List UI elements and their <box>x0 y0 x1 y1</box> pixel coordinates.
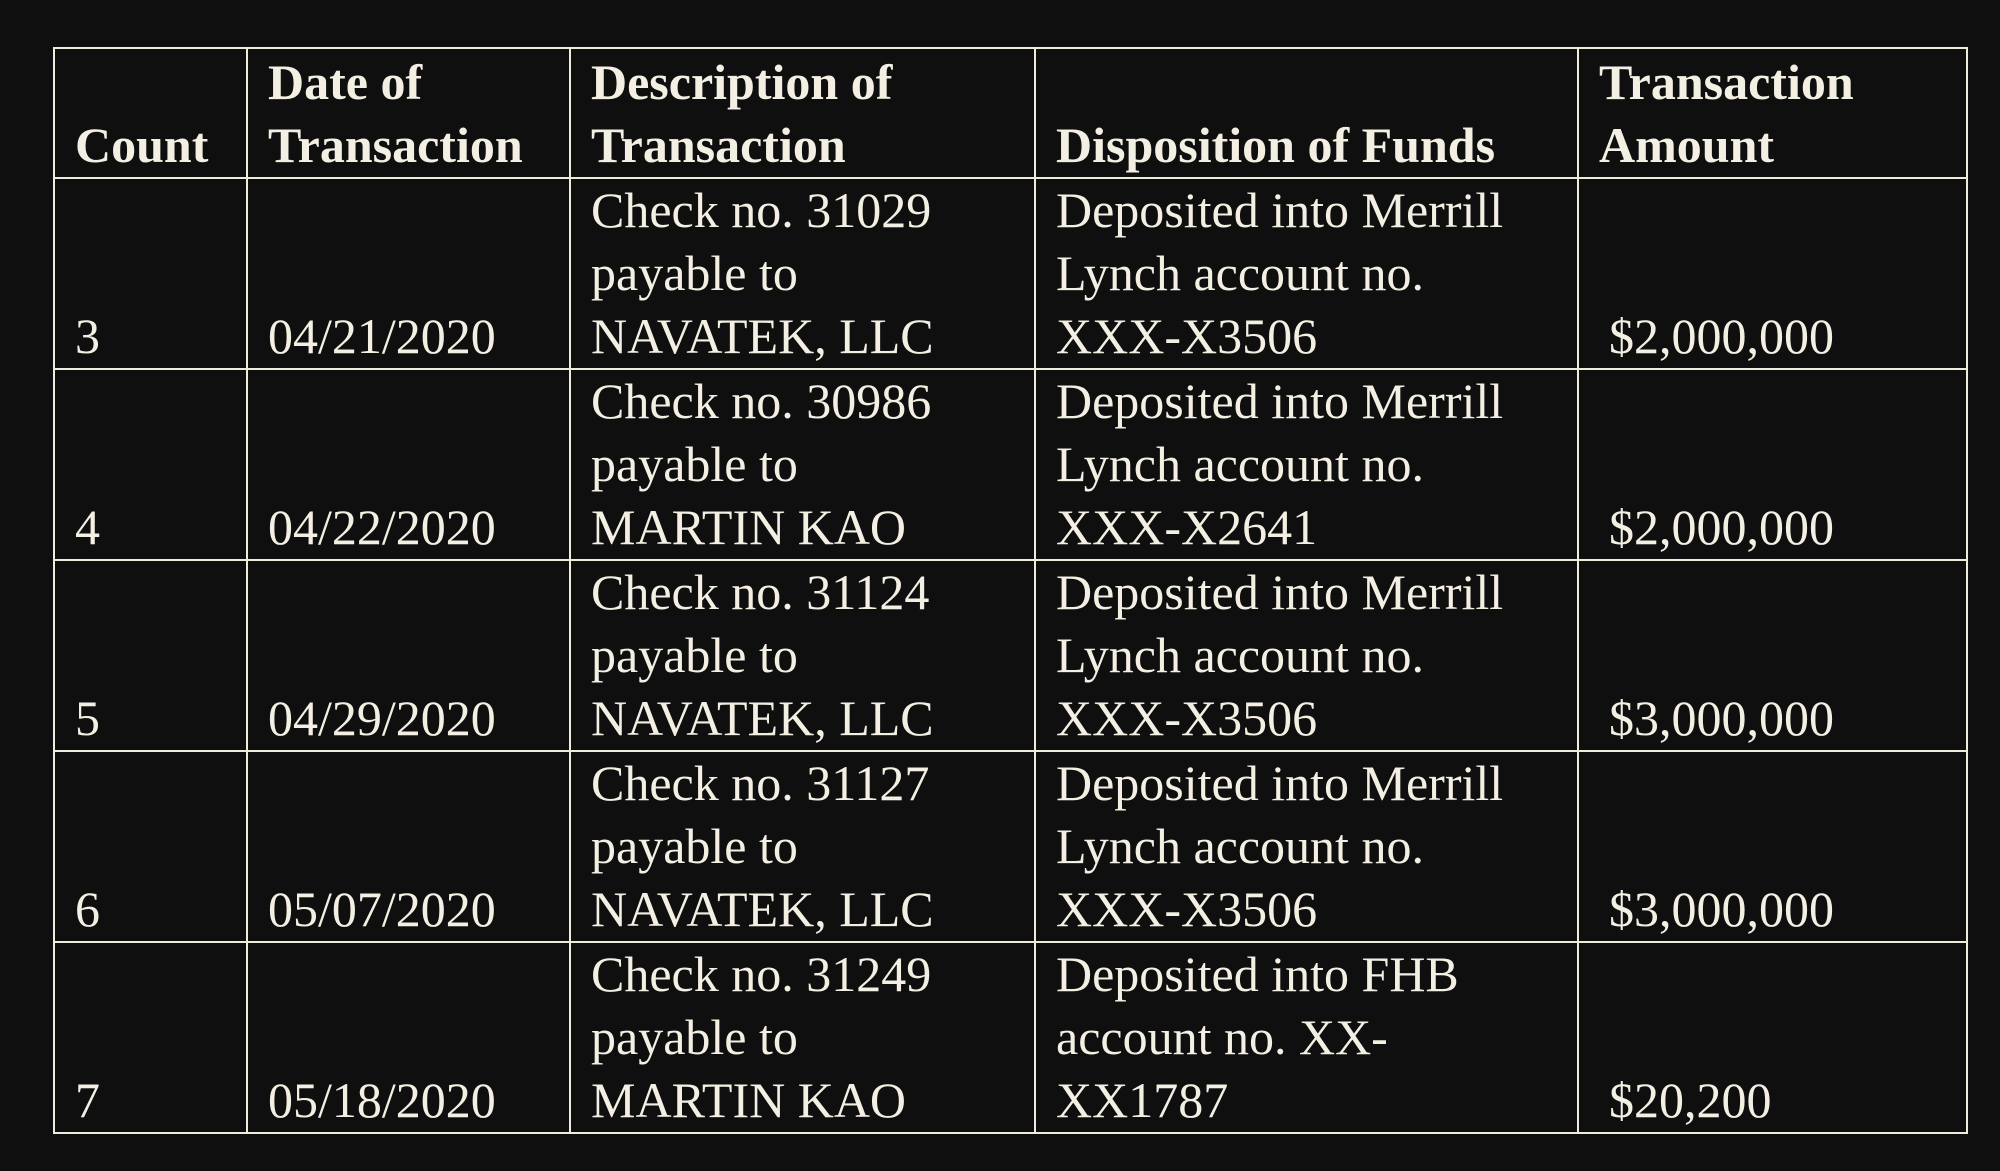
disposition-cell: Deposited into FHB account no. XX- XX1787 <box>1035 942 1578 1133</box>
disposition-cell: Deposited into Merrill Lynch account no. XXX-X2641 <box>1035 369 1578 560</box>
header-date-of-transaction: Date of Transaction <box>247 48 570 178</box>
amount-cell: $2,000,000 <box>1578 178 1967 369</box>
description-cell: Check no. 31124 payable to NAVATEK, LLC <box>570 560 1035 751</box>
count-cell: 3 <box>54 178 247 369</box>
date-cell: 04/21/2020 <box>247 178 570 369</box>
header-count: Count <box>54 48 247 178</box>
transactions-table <box>53 47 1968 1134</box>
count-cell: 7 <box>54 942 247 1133</box>
table-header <box>54 48 1967 178</box>
description-cell: Check no. 31029 payable to NAVATEK, LLC <box>570 178 1035 369</box>
amount-cell: $3,000,000 <box>1578 751 1967 942</box>
amount-cell: $20,200 <box>1578 942 1967 1133</box>
header-disposition-of-funds: Disposition of Funds <box>1035 48 1578 178</box>
date-cell: 04/29/2020 <box>247 560 570 751</box>
table-row <box>54 751 1967 942</box>
disposition-cell: Deposited into Merrill Lynch account no. XXX-X3506 <box>1035 560 1578 751</box>
description-cell: Check no. 31127 payable to NAVATEK, LLC <box>570 751 1035 942</box>
date-cell: 05/18/2020 <box>247 942 570 1133</box>
amount-cell: $2,000,000 <box>1578 369 1967 560</box>
description-cell: Check no. 30986 payable to MARTIN KAO <box>570 369 1035 560</box>
count-cell: 4 <box>54 369 247 560</box>
header-transaction-amount: Transaction Amount <box>1578 48 1967 178</box>
description-cell: Check no. 31249 payable to MARTIN KAO <box>570 942 1035 1133</box>
count-cell: 6 <box>54 751 247 942</box>
transactions-table-container <box>53 47 1968 1134</box>
date-cell: 04/22/2020 <box>247 369 570 560</box>
table-row <box>54 178 1967 369</box>
header-row <box>54 48 1967 178</box>
header-description-of-transaction: Description of Transaction <box>570 48 1035 178</box>
amount-cell: $3,000,000 <box>1578 560 1967 751</box>
table-row <box>54 560 1967 751</box>
disposition-cell: Deposited into Merrill Lynch account no. XXX-X3506 <box>1035 178 1578 369</box>
table-row <box>54 942 1967 1133</box>
table-body <box>54 178 1967 1133</box>
disposition-cell: Deposited into Merrill Lynch account no. XXX-X3506 <box>1035 751 1578 942</box>
count-cell: 5 <box>54 560 247 751</box>
date-cell: 05/07/2020 <box>247 751 570 942</box>
table-row <box>54 369 1967 560</box>
